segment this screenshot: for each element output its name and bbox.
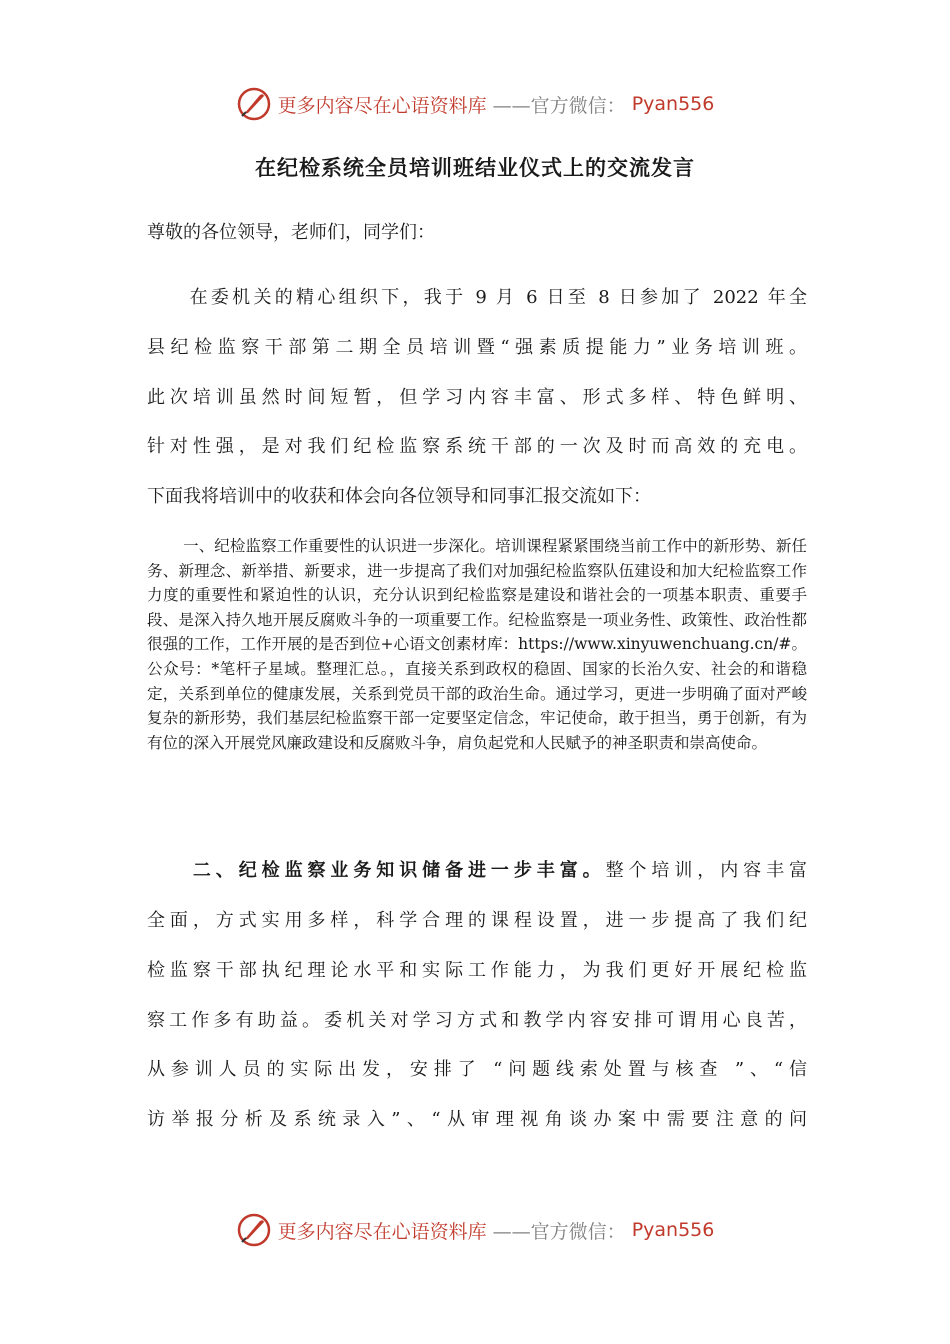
banner-text: 更多内容尽在心语资料库 [277,94,487,117]
quill-logo-icon [236,86,272,122]
section-2-first-line [147,856,807,886]
quill-logo-icon [236,1212,272,1248]
section-1-text: 一、纪检监察工作重要性的认识进一步深化。培训课程紧紧围绕当前工作中的新形势、新任务、新理念、新举措、新要求，进一步提高了我们对加强纪检监察队伍建设和加大纪检监察工作力度的重要性和紧迫性的认识，充分认识到纪检监察是建设和谐社会的一项基本职责、重要手段、是深入持久地开展反腐败斗争的一项重要工作。纪检监察是一项业务性、政策性、政治性都很强的工作，工作开展的是否到位+心语文创素材库：https://www.xinyuwenchuang.cn/#。公众号：*笔杆子星域。整理汇总。，直接关系到政权的稳固、国家的长治久安、社会的和谐稳定，关系到单位的健康发展，关系到党员干部的政治生命。通过学习，更进一步明确了面对严峻复杂的新形势，我们基层纪检监察干部一定要坚定信念，牢记使命，敢于担当，勇于创新，有为有位的深入开展党风廉政建设和反腐败斗争，肩负起党和人民赋予的神圣职责和崇高使命。 [147,537,807,752]
intro-line: 针对性强，是对我们纪检监察系统干部的一次及时而高效的充电。 [147,436,807,457]
section-2-line: 访举报分析及系统录入”、“从审理视角谈办案中需要注意的问 [147,1109,807,1130]
section-2-first-line-text: 整个培训，内容丰富 [605,860,808,881]
salutation: 尊敬的各位领导，老师们，同学们： [147,222,435,243]
section-2-line: 从参训人员的实际出发，安排了 “问题线索处置与核查 ”、“信 [147,1059,807,1080]
intro-line: 此次培训虽然时间短暂，但学习内容丰富、形式多样、特色鲜明、 [147,387,807,408]
document-title: 在纪检系统全员培训班结业仪式上的交流发言 [255,156,695,180]
section-2-line: 察工作多有助益。委机关对学习方式和教学内容安排可谓用心良苦， [147,1010,807,1031]
banner-text: 更多内容尽在心语资料库 [277,1220,487,1243]
section-2-line: 检监察干部执纪理论水平和实际工作能力，为我们更好开展纪检监 [147,960,807,981]
footer-banner [0,1210,950,1250]
header-banner [0,84,950,124]
banner-separator: ——官方微信： [492,94,626,117]
intro-line: 在委机关的精心组织下，我于 9 月 6 日至 8 日参加了 2022 年全 [147,287,807,308]
banner-wechat-id: Pyan556 [631,93,715,115]
intro-line: 县纪检监察干部第二期全员培训暨“强素质提能力”业务培训班。 [147,337,807,358]
section-1-paragraph [147,534,807,755]
section-2-heading: 二、纪检监察业务知识储备进一步丰富。 [192,860,606,881]
banner-separator: ——官方微信： [492,1220,626,1243]
intro-line: 下面我将培训中的收获和体会向各位领导和同事汇报交流如下： [147,486,651,507]
section-2-line: 全面，方式实用多样，科学合理的课程设置，进一步提高了我们纪 [147,910,807,931]
banner-wechat-id: Pyan556 [631,1219,715,1241]
